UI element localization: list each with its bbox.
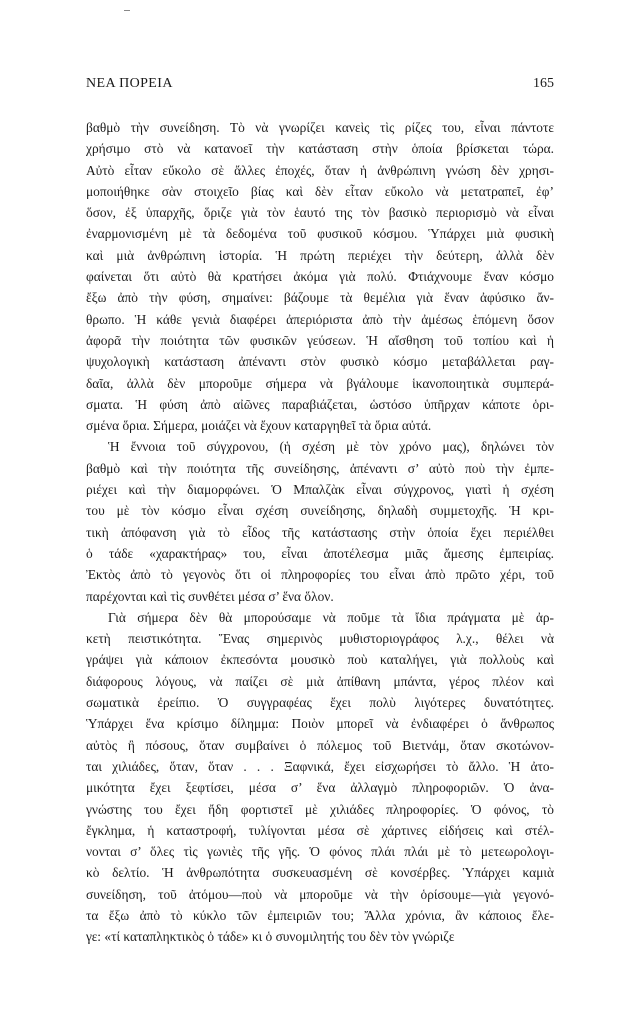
text-line: παρέχονται καὶ τὶς συνθέτει μέσα σ’ ἕνα ὅλον.	[86, 588, 334, 604]
paragraph	[86, 436, 554, 606]
text-line: σματα. Ἡ φύση ἀπὸ αἰῶνες παραβιάζεται, ὡστόσο ὑπῆρχαν κάποτε ὁρι-	[86, 396, 554, 412]
text-line: μοποιήθηκε σὰν στοιχεῖο βίας καὶ δὲν εἶταν εὔκολο νὰ μετατραπεῖ, ἐφ’	[86, 183, 554, 199]
text-line: βαθμὸ καὶ τὴν ποιότητα τῆς συνείδησης, ἀπέναντι σ’ αὐτὸ ποὺ τὴν ἐμπε-	[86, 460, 554, 476]
text-line: χρήσιμο στὸ νὰ κατανοεῖ τὴν κατάσταση στὴν ὁποία βρίσκεται τώρα.	[86, 141, 554, 157]
text-line: ἔξω ἀπὸ τὴν φύση, σημαίνει: βάζουμε τὰ θεμέλια γιὰ ἕναν ἀφύσικο ἄν-	[86, 290, 554, 306]
text-line: ὅσον, ἐξ ὑπαρχῆς, ὅριζε γιὰ τὸν ἑαυτό της τὸν βασικὸ περιορισμὸ νὰ εἶναι	[86, 205, 554, 221]
page-number: 165	[533, 76, 554, 91]
paragraph	[86, 117, 554, 436]
text-line: ριέχει καὶ τὴν διαμορφώνει. Ὁ Μπαλζὰκ εἶναι σύγχρονος, γιατὶ ἡ σχέση	[86, 482, 554, 498]
text-line: σμένα ὅρια. Σήμερα, μοιάζει νὰ ἔχουν καταργηθεῖ τὰ ὅρια αὐτά.	[86, 418, 432, 434]
text-line: ψυχολογικὴ κατάσταση ἀπέναντι στὸν φυσικὸ κόσμο μεταβάλλεται ραγ-	[86, 354, 554, 370]
text-line: Ἡ ἔννοια τοῦ σύγχρονου, (ἡ σχέση μὲ τὸν χρόνο μας), δηλώνει τὸν	[108, 439, 554, 455]
text-line: Αὐτὸ εἶταν εὔκολο σὲ ἄλλες ἐποχές, ὅταν ἡ ἀνθρώπινη γνώση δὲν χρησι-	[86, 162, 554, 178]
text-line: τα ἔξω ἀπὸ τὸ κύκλο τῶν ἐμπειριῶν του; Ἄλλα χρόνια, ἂν κάποιος ἔλε-	[86, 907, 554, 923]
text-line: ὁ τάδε «χαρακτήρας» του, εἶναι ἀποτέλεσμα μιᾶς ἄμεσης ἐμπειρίας.	[86, 545, 554, 561]
text-line: Ἐκτὸς ἀπὸ τὸ γεγονὸς ὅτι οἱ πληροφορίες του εἶναι ἀπὸ πρῶτο χέρι, τοῦ	[86, 567, 554, 583]
text-line: ται χιλιάδες, ὅταν, ὅταν . . . Ξαφνικά, ἔχει εἰσχωρήσει τὸ ἄλλο. Ἡ ἀτο-	[86, 758, 554, 774]
text-line: σωματικὰ ἐρείπιο. Ὁ συγγραφέας ἔχει πολὺ λιγότερες δυνατότητες.	[86, 695, 554, 711]
text-line: θρωπο. Ἡ κάθε γενιὰ διαφέρει ἀπεριόριστα ἀπὸ τὴν ἀμέσως ἑπόμενη ὅσον	[86, 311, 554, 327]
text-line: νονται σ’ ὅλες τὶς γωνιὲς τῆς γῆς. Ὁ φόνος πλάι πλάι μὲ τὸ μετεωρολογι-	[86, 844, 554, 860]
text-line: δαῖα, ἀλλὰ δὲν μποροῦμε σήμερα νὰ βγάλουμε ἱκανοποιητικὰ συμπερά-	[86, 375, 554, 391]
text-line: του μὲ τὸν κόσμο εἶναι σχέση συνείδησης, δηλαδὴ συμμετοχῆς. Ἡ κρι-	[86, 503, 554, 519]
text-line: Γιὰ σήμερα δὲν θὰ μπορούσαμε νὰ ποῦμε τὰ ἴδια πράγματα μὲ ἀρ-	[108, 609, 554, 625]
text-line: διάφορους λόγους, νὰ παίζει σὲ μιὰ ἀπίθανη μπάντα, γέρος πλέον καὶ	[86, 673, 554, 689]
text-line: μικότητα ἔχει ξεφτίσει, μέσα σ’ ἕνα ἀλλαγμὸ πληροφοριῶν. Ὁ ἀνα-	[86, 780, 554, 796]
page-mark	[124, 10, 130, 11]
text-line: ἀφορᾶ τὴν ποιότητα τῶν φυσικῶν γεύσεων. Ἡ αἴσθηση τοῦ τοπίου καὶ ἡ	[86, 332, 554, 348]
text-line: γνώστης του ἔχει ἤδη φορτιστεῖ μὲ χιλιάδες πληροφορίες. Ὁ φόνος, τὸ	[86, 801, 554, 817]
text-line: κετὴ πειστικότητα. Ἕνας σημερινὸς μυθιστοριογράφος λ.χ., θέλει νὰ	[86, 631, 554, 647]
page-header	[86, 76, 554, 96]
text-line: ἔγκλημα, ἡ καταστροφή, τυλίγονται μέσα σὲ χάρτινες εἰδήσεις καὶ στέλ-	[86, 822, 554, 838]
text-line: φαίνεται ὅτι αὐτὸ θὰ κρατήσει ἀκόμα γιὰ πολύ. Φτιάχνουμε ἕναν κόσμο	[86, 269, 554, 285]
text-line: τικὴ ἀπόφανση γιὰ τὸ εἶδος τῆς κατάστασης στὴν ὁποία ἔχει περιέλθει	[86, 524, 554, 540]
running-head: ΝΕΑ ΠΟΡΕΙΑ	[86, 76, 173, 91]
text-line: βαθμὸ τὴν συνείδηση. Τὸ νὰ γνωρίζει κανεὶς τὶς ρίζες του, εἶναι πάντοτε	[86, 120, 554, 135]
body-text	[86, 117, 554, 948]
text-line: γράψει γιὰ κάποιον ἐκπεσόντα μουσικὸ ποὺ καταλήγει, γιὰ πολλοὺς καὶ	[86, 652, 554, 668]
text-line: αὐτὸς ἢ πόσους, ὅταν συμβαίνει ὁ πόλεμος τοῦ Βιετνάμ, ὅταν σκοτώνον-	[86, 737, 554, 753]
text-line: ἐναρμονισμένη μὲ τὰ δεδομένα τοῦ φυσικοῦ κόσμου. Ὑπάρχει μιὰ φυσικὴ	[86, 226, 554, 242]
text-line: συνείδηση, τοῦ ἀτόμου—ποὺ νὰ μποροῦμε νὰ τὴν ὁρίσουμε—γιὰ γεγονό-	[86, 886, 554, 902]
text-line: κὸ δελτίο. Ἡ ἀνθρωπότητα συσκευασμένη σὲ κονσέρβες. Ὑπάρχει καμιὰ	[86, 865, 554, 881]
text-line: καὶ μιὰ ἀνθρώπινη ἱστορία. Ἡ πρώτη περιέχει τὴν δεύτερη, ἀλλὰ δὲν	[86, 247, 554, 263]
text-line: γε: «τί καταπληκτικὸς ὁ τάδε» κι ὁ συνομιλητής του δὲν τὸν γνώριζε	[86, 929, 455, 945]
text-line: Ὑπάρχει ἕνα κρίσιμο δίλημμα: Ποιὸν μπορεῖ νὰ ἐνδιαφέρει ὁ ἄνθρωπος	[86, 716, 554, 732]
paragraph	[86, 607, 554, 948]
